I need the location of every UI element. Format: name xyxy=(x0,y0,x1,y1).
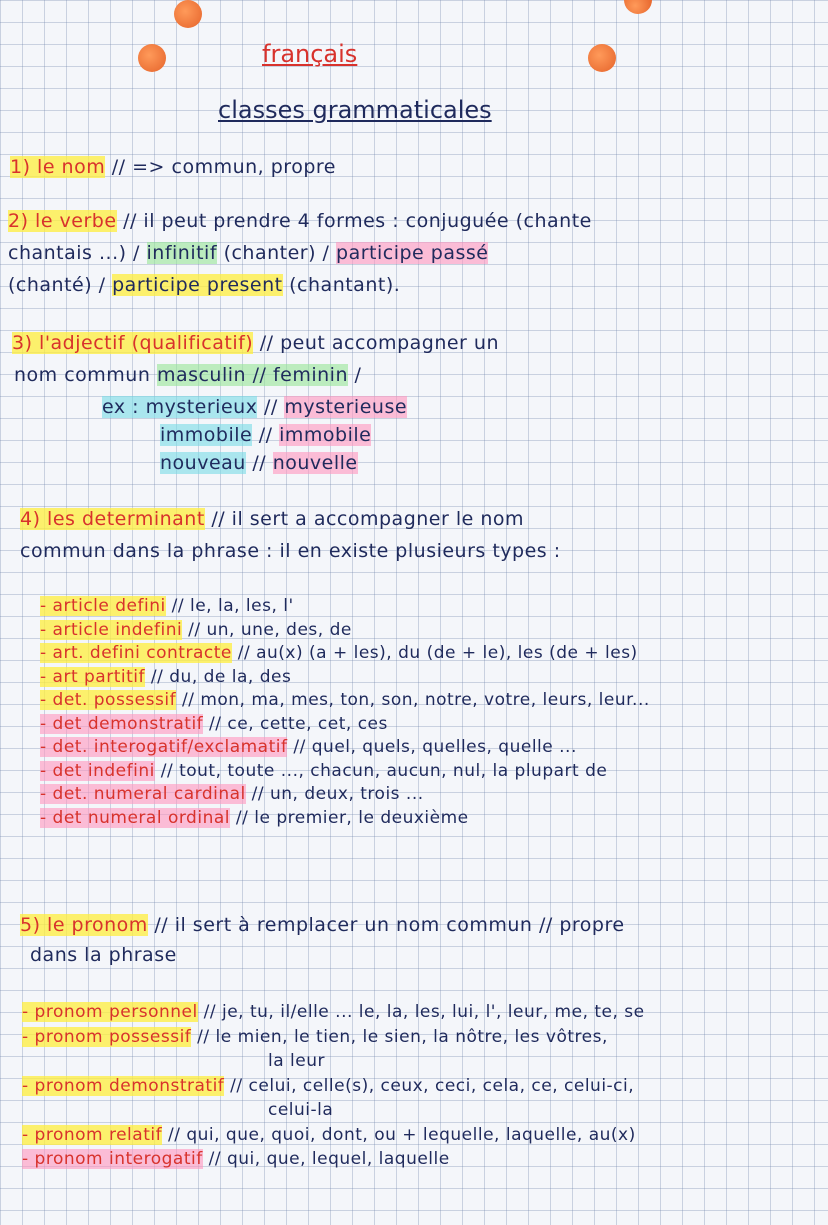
section-verbe xyxy=(8,210,592,232)
section-text-line xyxy=(8,274,400,296)
list-item-label: - pronom interogatif xyxy=(22,1149,203,1169)
section-text-line xyxy=(8,242,488,264)
list-item xyxy=(268,1100,333,1120)
highlight-pink: participe passé xyxy=(336,242,489,264)
section-text-line xyxy=(14,364,361,386)
list-item xyxy=(22,1149,450,1169)
list-item xyxy=(40,620,352,640)
section-text: // il sert à remplacer un nom commun // propre xyxy=(147,914,625,936)
list-item xyxy=(40,690,650,710)
list-item-label: - pronom relatif xyxy=(22,1124,163,1145)
section-text: // il sert a accompagner le nom xyxy=(204,508,525,530)
highlight-pink: nouvelle xyxy=(272,452,358,474)
highlight-yellow: participe present xyxy=(112,274,283,296)
section-heading: 5) le pronom xyxy=(20,914,148,936)
list-item-label: - art. defini contracte xyxy=(40,643,232,663)
section-heading: 4) les determinant xyxy=(20,508,205,530)
list-item-text: // au(x) (a + les), du (de + le), les (de + les) xyxy=(231,643,638,663)
list-item-text: // qui, que, quoi, dont, ou + lequelle, laquelle, au(x) xyxy=(162,1124,636,1145)
section-text: // peut accompagner un xyxy=(253,332,499,354)
binder-hole xyxy=(624,0,652,14)
list-item xyxy=(22,1002,645,1022)
list-item xyxy=(40,761,607,781)
list-item-label: - art partitif xyxy=(40,666,145,687)
highlight-blue: immobile xyxy=(160,424,253,446)
highlight-green: infinitif xyxy=(146,242,218,264)
section-pronom xyxy=(20,914,625,936)
section-determinant xyxy=(20,508,524,530)
list-item xyxy=(40,737,577,757)
list-item-text: // le premier, le deuxième xyxy=(229,807,469,828)
text-span: nom commun xyxy=(14,364,157,386)
list-item-text: celui-la xyxy=(268,1100,334,1120)
text-span: // xyxy=(245,452,273,474)
list-item xyxy=(22,1027,608,1047)
section-heading: 3) l'adjectif (qualificatif) xyxy=(12,332,254,354)
highlight-blue: nouveau xyxy=(160,452,246,474)
list-item-label: - det demonstratif xyxy=(40,713,204,734)
section-adjectif xyxy=(12,332,499,354)
example-line xyxy=(160,424,371,446)
list-item-text: // le, la, les, l' xyxy=(165,596,294,616)
list-item-text: // celui, celle(s), ceux, ceci, cela, ce, celui-ci, xyxy=(224,1075,635,1096)
highlight-blue: ex : mysterieux xyxy=(102,396,258,418)
example-line xyxy=(102,396,407,418)
text-span: / xyxy=(348,364,362,386)
example-line xyxy=(160,452,358,474)
section-heading: 2) le verbe xyxy=(8,210,117,232)
list-item xyxy=(40,784,424,804)
list-item-text: // quel, quels, quelles, quelle ... xyxy=(287,737,577,757)
list-item-text: // du, de la, des xyxy=(144,666,292,687)
binder-hole xyxy=(138,44,166,72)
list-item-label: - det. numeral cardinal xyxy=(40,784,246,804)
list-item-label: - article indefini xyxy=(40,619,183,640)
text-span: // xyxy=(257,396,285,418)
text-span: // xyxy=(252,424,280,446)
list-item-text: // ce, cette, cet, ces xyxy=(203,713,388,734)
list-item-label: - article defini xyxy=(40,596,166,616)
list-item-label: - det. interogatif/exclamatif xyxy=(40,737,288,757)
page-title: français xyxy=(262,40,358,68)
section-nom xyxy=(10,156,336,178)
list-item-text: // un, deux, trois ... xyxy=(245,784,424,804)
section-text: // => commun, propre xyxy=(105,156,336,178)
list-item-label: - pronom personnel xyxy=(22,1002,198,1022)
highlight-pink: immobile xyxy=(279,424,372,446)
text-span: (chanté) / xyxy=(8,274,113,296)
list-item-text: // tout, toute ..., chacun, aucun, nul, la plupart de xyxy=(154,760,608,781)
binder-hole xyxy=(174,0,202,28)
section-heading: 1) le nom xyxy=(10,156,106,178)
list-item-label: - det. possessif xyxy=(40,690,177,710)
list-item-label: - det indefini xyxy=(40,760,155,781)
list-item xyxy=(40,714,388,734)
list-item xyxy=(40,596,294,616)
highlight-pink: mysterieuse xyxy=(284,396,408,418)
list-item-label: - pronom demonstratif xyxy=(22,1075,225,1096)
list-item-text: // mon, ma, mes, ton, son, notre, votre, leurs, leur... xyxy=(176,690,650,710)
list-item xyxy=(22,1076,634,1096)
list-item xyxy=(40,808,469,828)
list-item-text: // qui, que, lequel, laquelle xyxy=(202,1149,450,1169)
binder-hole xyxy=(588,44,616,72)
page-subtitle: classes grammaticales xyxy=(218,96,492,124)
list-item-text: // je, tu, il/elle ... le, la, les, lui, l', leur, me, te, se xyxy=(197,1002,645,1022)
list-item-label: - det numeral ordinal xyxy=(40,807,230,828)
list-item-text: // le mien, le tien, le sien, la nôtre, les vôtres, xyxy=(191,1026,608,1047)
list-item xyxy=(40,643,638,663)
list-item-label: - pronom possessif xyxy=(22,1026,192,1047)
section-text: // il peut prendre 4 formes : conjuguée (chante xyxy=(116,210,592,232)
list-item-text: la leur xyxy=(268,1051,325,1071)
list-item-text: // un, une, des, de xyxy=(182,619,352,640)
list-item xyxy=(22,1125,636,1145)
text-span: chantais ...) / xyxy=(8,242,147,264)
highlight-green: masculin // feminin xyxy=(156,364,348,386)
section-text-line: commun dans la phrase : il en existe plusieurs types : xyxy=(20,540,561,562)
text-span: (chantant). xyxy=(282,274,401,296)
section-text-line: dans la phrase xyxy=(30,944,177,966)
list-item xyxy=(268,1051,325,1071)
list-item xyxy=(40,667,291,687)
text-span: (chanter) / xyxy=(217,242,337,264)
